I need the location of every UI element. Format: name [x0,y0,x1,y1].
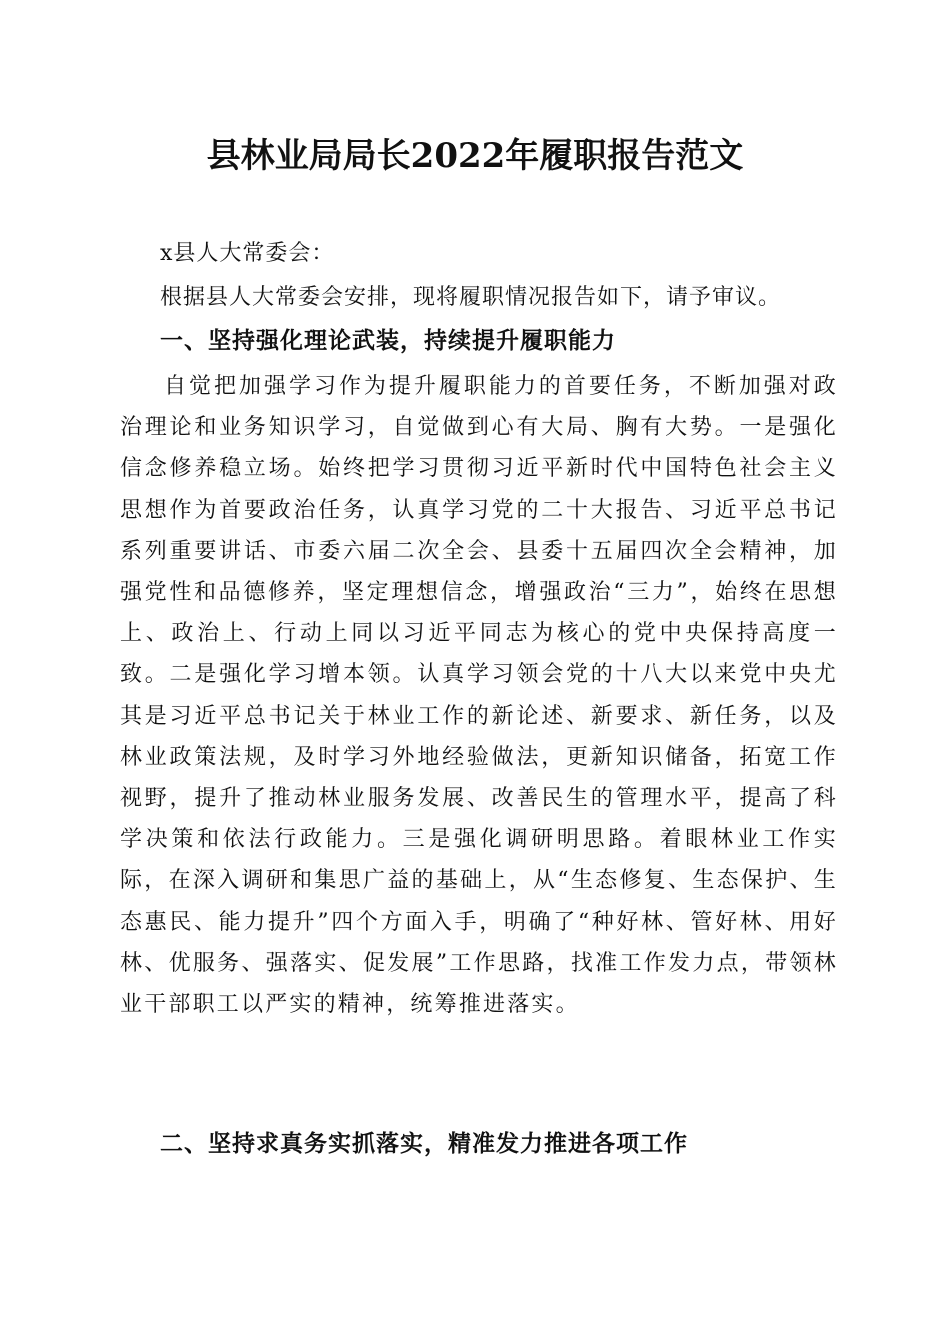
salutation: x县人大常委会： [160,241,335,266]
section-heading-2: 二、坚持求真务实抓落实，精准发力推进各项工作 [160,1131,688,1157]
intro-paragraph: 根据县人大常委会安排，现将履职情况报告如下，请予审议。 [160,285,782,310]
section-body-1: 自觉把加强学习作为提升履职能力的首要任务，不断加强对政治理论和业务知识学习，自觉做到心有大局、胸有大势。一是强化信念修养稳立场。始终把学习贯彻习近平新时代中国特色社会主义思想作为首要政治任务，认真学习党的二十大报告、习近平总书记系列重要讲话、市委六届二次全会、县委十五届四次全会精神，加强党性和品德修养，坚定理想信念，增强政治“三力”，始终在思想上、政治上、行动上同以习近平同志为核心的党中央保持高度一致。二是强化学习增本领。认真学习领会党的十八大以来党中央尤其是习近平总书记关于林业工作的新论述、新要求、新任务，以及林业政策法规，及时学习外地经验做法，更新知识储备，拓宽工作视野，提升了推动林业服务发展、改善民生的管理水平，提高了科学决策和依法行政能力。三是强化调研明思路。着眼林业工作实际，在深入调研和集思广益的基础上，从“生态修复、生态保护、生态惠民、能力提升”四个方面入手，明确了“种好林、管好林、用好林、优服务、强落实、促发展”工作思路，找准工作发力点，带领林业干部职工以严实的精神，统筹推进落实。 [120,374,838,1018]
document-title: 县林业局局长2022年履职报告范文 [206,136,744,176]
section-heading-1: 一、坚持强化理论武装，持续提升履职能力 [160,328,616,354]
